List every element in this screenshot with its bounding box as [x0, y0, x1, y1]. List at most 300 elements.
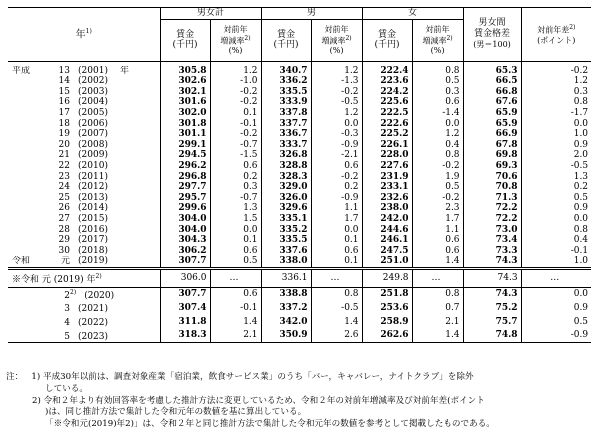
year-number: 29: [58, 235, 70, 246]
year-ad: (2022): [78, 318, 108, 329]
cell-value: 74.3: [463, 268, 521, 287]
cell-value: 1.1: [412, 225, 463, 236]
year-ad: (2015): [78, 213, 108, 224]
cell-value: 0.1: [210, 235, 261, 246]
cell-value: 0.8: [412, 66, 463, 77]
year-ad: (2017): [78, 235, 108, 246]
cell-value: 342.0: [261, 315, 311, 329]
year-label: [8, 108, 160, 119]
cell-value: …: [521, 268, 591, 287]
cell-value: 75.2: [463, 301, 521, 315]
cell-value: 0.6: [311, 161, 362, 172]
cell-value: 73.3: [463, 246, 521, 257]
cell-value: 0.5: [412, 76, 463, 87]
year-ad: (2005): [78, 107, 108, 118]
cell-value: 0.0: [521, 214, 591, 225]
table-row: [8, 193, 591, 204]
cell-value: 233.1: [362, 182, 412, 193]
cell-value: 299.6: [160, 203, 210, 214]
year-label: [8, 246, 160, 257]
cell-value: 71.3: [463, 193, 521, 204]
cell-value: 0.8: [521, 97, 591, 108]
cell-value: 0.3: [412, 87, 463, 98]
cell-value: 0.8: [412, 287, 463, 301]
cell-value: 0.1: [311, 235, 362, 246]
year-label: [8, 161, 160, 172]
cell-value: 75.7: [463, 315, 521, 329]
cell-value: 66.5: [463, 76, 521, 87]
year-ad: (2021): [78, 304, 108, 315]
female-wage-header: 賃金 (千円): [362, 19, 412, 61]
cell-value: 335.1: [261, 214, 311, 225]
table-row: [8, 161, 591, 172]
cell-value: 70.6: [463, 172, 521, 183]
cell-value: 2.0: [521, 150, 591, 161]
cell-value: 2.6: [311, 329, 362, 343]
cell-value: 336.7: [261, 129, 311, 140]
table-row: [8, 129, 591, 140]
cell-value: 0.4: [412, 140, 463, 151]
cell-value: 304.3: [160, 235, 210, 246]
cell-value: -0.2: [311, 87, 362, 98]
gap-change-header: 対前年差$^{2)}$ (ポイント): [521, 8, 591, 62]
cell-value: -0.1: [210, 301, 261, 315]
cell-value: 0.2: [210, 172, 261, 183]
year-label: [8, 129, 160, 140]
cell-value: -0.2: [311, 172, 362, 183]
cell-value: 231.9: [362, 172, 412, 183]
cell-value: 0.1: [210, 108, 261, 119]
table-row: [8, 287, 591, 301]
cell-value: 318.3: [160, 329, 210, 343]
cell-value: 224.2: [362, 87, 412, 98]
year-ad: (2016): [78, 224, 108, 235]
cell-value: -2.1: [311, 150, 362, 161]
year-number: 18: [58, 118, 70, 129]
cell-value: 65.9: [463, 108, 521, 119]
cell-value: 70.8: [463, 182, 521, 193]
cell-value: 326.8: [261, 150, 311, 161]
total-wage-header: 賃金 (千円): [160, 19, 210, 61]
cell-value: 0.9: [521, 140, 591, 151]
cell-value: 0.0: [311, 119, 362, 130]
table-row: [8, 329, 591, 343]
cell-value: 350.9: [261, 329, 311, 343]
cell-value: 225.6: [362, 97, 412, 108]
cell-value: 311.8: [160, 315, 210, 329]
cell-value: 301.8: [160, 119, 210, 130]
cell-value: 304.0: [160, 214, 210, 225]
table-row: [8, 172, 591, 183]
year-number: 23: [58, 171, 70, 182]
table-row: [8, 225, 591, 236]
cell-value: 0.0: [412, 119, 463, 130]
year-number: 21: [58, 150, 70, 161]
footnote-2-cont: )は、同じ推計方法で集計した令和元年の数値を基に算出している。: [45, 407, 307, 418]
cell-value: 1.7: [311, 214, 362, 225]
cell-value: -0.1: [210, 119, 261, 130]
cell-value: 1.9: [412, 172, 463, 183]
cell-value: 246.1: [362, 235, 412, 246]
cell-value: 337.8: [261, 108, 311, 119]
footnote-1-cont: している。: [45, 383, 88, 394]
cell-value: 262.6: [362, 329, 412, 343]
cell-value: 251.0: [362, 256, 412, 268]
table-row: [8, 119, 591, 130]
year-number: 27: [58, 213, 70, 224]
cell-value: 69.8: [463, 150, 521, 161]
male-wage-header: 賃金 (千円): [261, 19, 311, 61]
cell-value: 328.3: [261, 172, 311, 183]
year-label: [8, 225, 160, 236]
year-label: [8, 182, 160, 193]
year-number: 25: [58, 192, 70, 203]
cell-value: 302.6: [160, 76, 210, 87]
cell-value: 0.8: [412, 150, 463, 161]
cell-value: 1.4: [412, 329, 463, 343]
cell-value: 226.1: [362, 140, 412, 151]
year-number: 2: [64, 290, 70, 301]
table-body-main: [8, 61, 591, 268]
male-change-header: 対前年 増減率$^{2)}$ (%): [311, 19, 362, 61]
year-label: [8, 256, 160, 268]
cell-value: 74.8: [463, 329, 521, 343]
cell-value: -0.7: [210, 140, 261, 151]
era-label: 令和: [12, 256, 31, 267]
cell-value: -0.2: [412, 193, 463, 204]
cell-value: …: [311, 268, 362, 287]
year-number: 17: [58, 107, 70, 118]
cell-value: -1.7: [521, 108, 591, 119]
cell-value: 1.5: [210, 214, 261, 225]
era-label: 平成: [12, 65, 31, 76]
cell-value: 1.2: [210, 66, 261, 77]
year-label: ※令和 元 (2019) 年$^{2)}$: [8, 268, 160, 287]
total-group-header: 男女計: [160, 8, 261, 20]
table-row: [8, 315, 591, 329]
cell-value: 0.6: [210, 161, 261, 172]
cell-value: 305.8: [160, 66, 210, 77]
table-row: [8, 87, 591, 98]
cell-value: 333.7: [261, 140, 311, 151]
wage-statistics-table: [8, 7, 591, 343]
table-row: [8, 301, 591, 315]
cell-value: -0.2: [210, 97, 261, 108]
cell-value: 253.6: [362, 301, 412, 315]
cell-value: 0.2: [311, 182, 362, 193]
table-body-revised: [8, 268, 591, 342]
cell-value: 1.1: [311, 203, 362, 214]
cell-value: 66.8: [463, 87, 521, 98]
year-label: [8, 235, 160, 246]
year-label: [8, 97, 160, 108]
year-number: 元: [60, 256, 70, 267]
year-label: [8, 214, 160, 225]
male-group-header: 男: [261, 8, 362, 20]
cell-value: 296.8: [160, 172, 210, 183]
cell-value: …: [412, 268, 463, 287]
year-ad: (2008): [78, 139, 108, 150]
year-number: 15: [58, 86, 70, 97]
cell-value: 0.0: [521, 119, 591, 130]
cell-value: 72.2: [463, 214, 521, 225]
cell-value: 232.6: [362, 193, 412, 204]
cell-value: 294.5: [160, 150, 210, 161]
year-number: 19: [58, 129, 70, 140]
cell-value: 1.3: [521, 172, 591, 183]
cell-value: 0.3: [521, 87, 591, 98]
cell-value: 337.2: [261, 301, 311, 315]
cell-value: 222.4: [362, 66, 412, 77]
year-number: 30: [58, 245, 70, 256]
table-row: [8, 97, 591, 108]
year-number: 26: [58, 203, 70, 214]
year-ad: (2013): [78, 192, 108, 203]
cell-value: 74.3: [463, 256, 521, 268]
year-label: [8, 329, 160, 343]
year-number: 28: [58, 224, 70, 235]
table-row: [8, 140, 591, 151]
table-row: [8, 235, 591, 246]
year-header: 年$^{1)}$: [8, 8, 160, 62]
cell-value: 307.7: [160, 287, 210, 301]
cell-value: 0.6: [210, 246, 261, 257]
year-ad: (2004): [78, 97, 108, 108]
year-number: 3: [64, 304, 70, 315]
cell-value: 337.6: [261, 246, 311, 257]
cell-value: 295.7: [160, 193, 210, 204]
table-row: [8, 182, 591, 193]
cell-value: -0.9: [311, 140, 362, 151]
year-label: [8, 172, 160, 183]
year-label: [8, 76, 160, 87]
year-number: 4: [64, 318, 70, 329]
cell-value: 307.7: [160, 256, 210, 268]
year-ad: (2014): [78, 203, 108, 214]
cell-value: 72.2: [463, 203, 521, 214]
cell-value: -1.0: [210, 76, 261, 87]
cell-value: 301.6: [160, 97, 210, 108]
cell-value: -0.9: [311, 193, 362, 204]
female-group-header: 女: [362, 8, 463, 20]
cell-value: 222.6: [362, 119, 412, 130]
year-label: [8, 193, 160, 204]
table-row: [8, 214, 591, 225]
cell-value: 65.9: [463, 119, 521, 130]
cell-value: 0.0: [311, 225, 362, 236]
cell-value: -1.3: [311, 76, 362, 87]
cell-value: 0.6: [210, 287, 261, 301]
cell-value: 0.4: [521, 235, 591, 246]
cell-value: 2.1: [210, 329, 261, 343]
cell-value: 238.0: [362, 203, 412, 214]
year-number: 20: [58, 139, 70, 150]
cell-value: 0.2: [521, 182, 591, 193]
cell-value: 0.9: [521, 203, 591, 214]
cell-value: 297.7: [160, 182, 210, 193]
footnote-3: 「※令和元(2019)年2)」は、令和２年と同じ推計方法で集計した令和元年の数値を参考として掲載したものである。: [45, 419, 495, 430]
cell-value: 299.1: [160, 140, 210, 151]
cell-value: -0.5: [311, 301, 362, 315]
year-label: [8, 66, 160, 77]
cell-value: 1.4: [311, 315, 362, 329]
cell-value: 0.5: [210, 256, 261, 268]
cell-value: 242.0: [362, 214, 412, 225]
year-number: 5: [64, 331, 70, 342]
total-change-header: 対前年 増減率$^{2)}$ (%): [210, 19, 261, 61]
cell-value: 0.9: [521, 301, 591, 315]
cell-value: 301.1: [160, 129, 210, 140]
cell-value: 251.8: [362, 287, 412, 301]
cell-value: 0.5: [521, 193, 591, 204]
year-label: [8, 203, 160, 214]
cell-value: -1.4: [412, 108, 463, 119]
cell-value: 328.8: [261, 161, 311, 172]
cell-value: 0.0: [521, 287, 591, 301]
cell-value: 1.2: [311, 66, 362, 77]
footnote-2: 2) 令和２年より有効回答率を考慮した推計方法に変更しているため、令和２年の対前年増減率及び対前年差(ポイント: [32, 395, 485, 406]
year-ad: (2019): [78, 256, 108, 267]
cell-value: 0.6: [412, 97, 463, 108]
cell-value: -0.5: [311, 97, 362, 108]
cell-value: 1.0: [521, 129, 591, 140]
cell-value: 340.7: [261, 66, 311, 77]
cell-value: 306.2: [160, 246, 210, 257]
cell-value: 333.9: [261, 97, 311, 108]
cell-value: 338.8: [261, 287, 311, 301]
year-ad: (2012): [78, 182, 108, 193]
cell-value: -0.2: [210, 129, 261, 140]
cell-value: 326.0: [261, 193, 311, 204]
year-ad: (2010): [78, 160, 108, 171]
year-ad: (2009): [78, 150, 108, 161]
cell-value: -0.1: [521, 246, 591, 257]
year-label: [8, 140, 160, 151]
year-number: 13: [58, 65, 70, 76]
cell-value: …: [210, 268, 261, 287]
female-change-header: 対前年 増減率$^{2)}$ (%): [412, 19, 463, 61]
cell-value: 69.3: [463, 161, 521, 172]
cell-value: -0.9: [521, 329, 591, 343]
table-row: [8, 66, 591, 77]
year-label: [8, 150, 160, 161]
year-suffix: 年: [120, 65, 130, 76]
cell-value: 329.6: [261, 203, 311, 214]
year-ad: (2006): [78, 118, 108, 129]
footnotes: [6, 372, 591, 431]
cell-value: 0.1: [311, 256, 362, 268]
table-row: [8, 246, 591, 257]
table-row: [8, 150, 591, 161]
table-row: [8, 76, 591, 87]
cell-value: 0.6: [412, 235, 463, 246]
year-ad: (2003): [78, 86, 108, 97]
cell-value: 0.7: [412, 301, 463, 315]
cell-value: 1.0: [521, 256, 591, 268]
cell-value: 306.0: [160, 268, 210, 287]
table-row: [8, 108, 591, 119]
cell-value: 335.5: [261, 87, 311, 98]
cell-value: 335.5: [261, 235, 311, 246]
cell-value: 304.0: [160, 225, 210, 236]
cell-value: 73.0: [463, 225, 521, 236]
cell-value: 2.1: [412, 315, 463, 329]
cell-value: 302.0: [160, 108, 210, 119]
year-ad: (2007): [78, 129, 108, 140]
cell-value: 336.1: [261, 268, 311, 287]
cell-value: 67.6: [463, 97, 521, 108]
cell-value: 307.4: [160, 301, 210, 315]
cell-value: 0.8: [521, 225, 591, 236]
cell-value: -0.7: [210, 193, 261, 204]
cell-value: 247.5: [362, 246, 412, 257]
year-number: 22: [58, 160, 70, 171]
cell-value: 223.6: [362, 76, 412, 87]
cell-value: 329.0: [261, 182, 311, 193]
cell-value: 1.4: [210, 315, 261, 329]
cell-value: -0.5: [521, 161, 591, 172]
cell-value: 0.5: [412, 182, 463, 193]
cell-value: 1.2: [521, 76, 591, 87]
year-ad: (2001): [78, 65, 108, 76]
year-label: [8, 287, 160, 301]
cell-value: -1.5: [210, 150, 261, 161]
year-ad: (2002): [78, 76, 108, 87]
cell-value: 335.2: [261, 225, 311, 236]
cell-value: 67.8: [463, 140, 521, 151]
cell-value: 1.7: [412, 214, 463, 225]
year-note: 2): [70, 288, 77, 296]
cell-value: 336.2: [261, 76, 311, 87]
cell-value: 337.7: [261, 119, 311, 130]
cell-value: 302.1: [160, 87, 210, 98]
year-number: 14: [58, 76, 70, 87]
year-label: [8, 315, 160, 329]
cell-value: 244.6: [362, 225, 412, 236]
year-number: 16: [58, 97, 70, 108]
cell-value: -0.2: [521, 66, 591, 77]
cell-value: 222.5: [362, 108, 412, 119]
table-row: [8, 203, 591, 214]
cell-value: 0.5: [521, 315, 591, 329]
cell-value: 66.9: [463, 129, 521, 140]
cell-value: 1.3: [210, 203, 261, 214]
cell-value: 1.4: [412, 256, 463, 268]
cell-value: 225.2: [362, 129, 412, 140]
cell-value: 1.2: [412, 129, 463, 140]
year-label: [8, 87, 160, 98]
cell-value: 74.3: [463, 287, 521, 301]
table-row: [8, 256, 591, 268]
cell-value: 0.3: [210, 182, 261, 193]
year-ad: (2011): [78, 171, 108, 182]
cell-value: 0.8: [311, 287, 362, 301]
cell-value: 338.0: [261, 256, 311, 268]
cell-value: 249.8: [362, 268, 412, 287]
cell-value: 2.3: [412, 203, 463, 214]
cell-value: 0.6: [311, 246, 362, 257]
footnote-1: 注： 1) 平成30年以前は、調査対象産業「宿泊業，飲食サービス業」のうち「バー，キャバレー，ナイトクラブ」を除外: [6, 372, 474, 382]
cell-value: 0.6: [412, 246, 463, 257]
gap-header: 男女間 賃金格差 (男＝100): [463, 8, 521, 62]
cell-value: -0.2: [210, 87, 261, 98]
table-row: [8, 268, 591, 287]
cell-value: 73.4: [463, 235, 521, 246]
cell-value: -0.2: [412, 161, 463, 172]
cell-value: 296.2: [160, 161, 210, 172]
cell-value: 65.3: [463, 66, 521, 77]
cell-value: 1.2: [311, 108, 362, 119]
